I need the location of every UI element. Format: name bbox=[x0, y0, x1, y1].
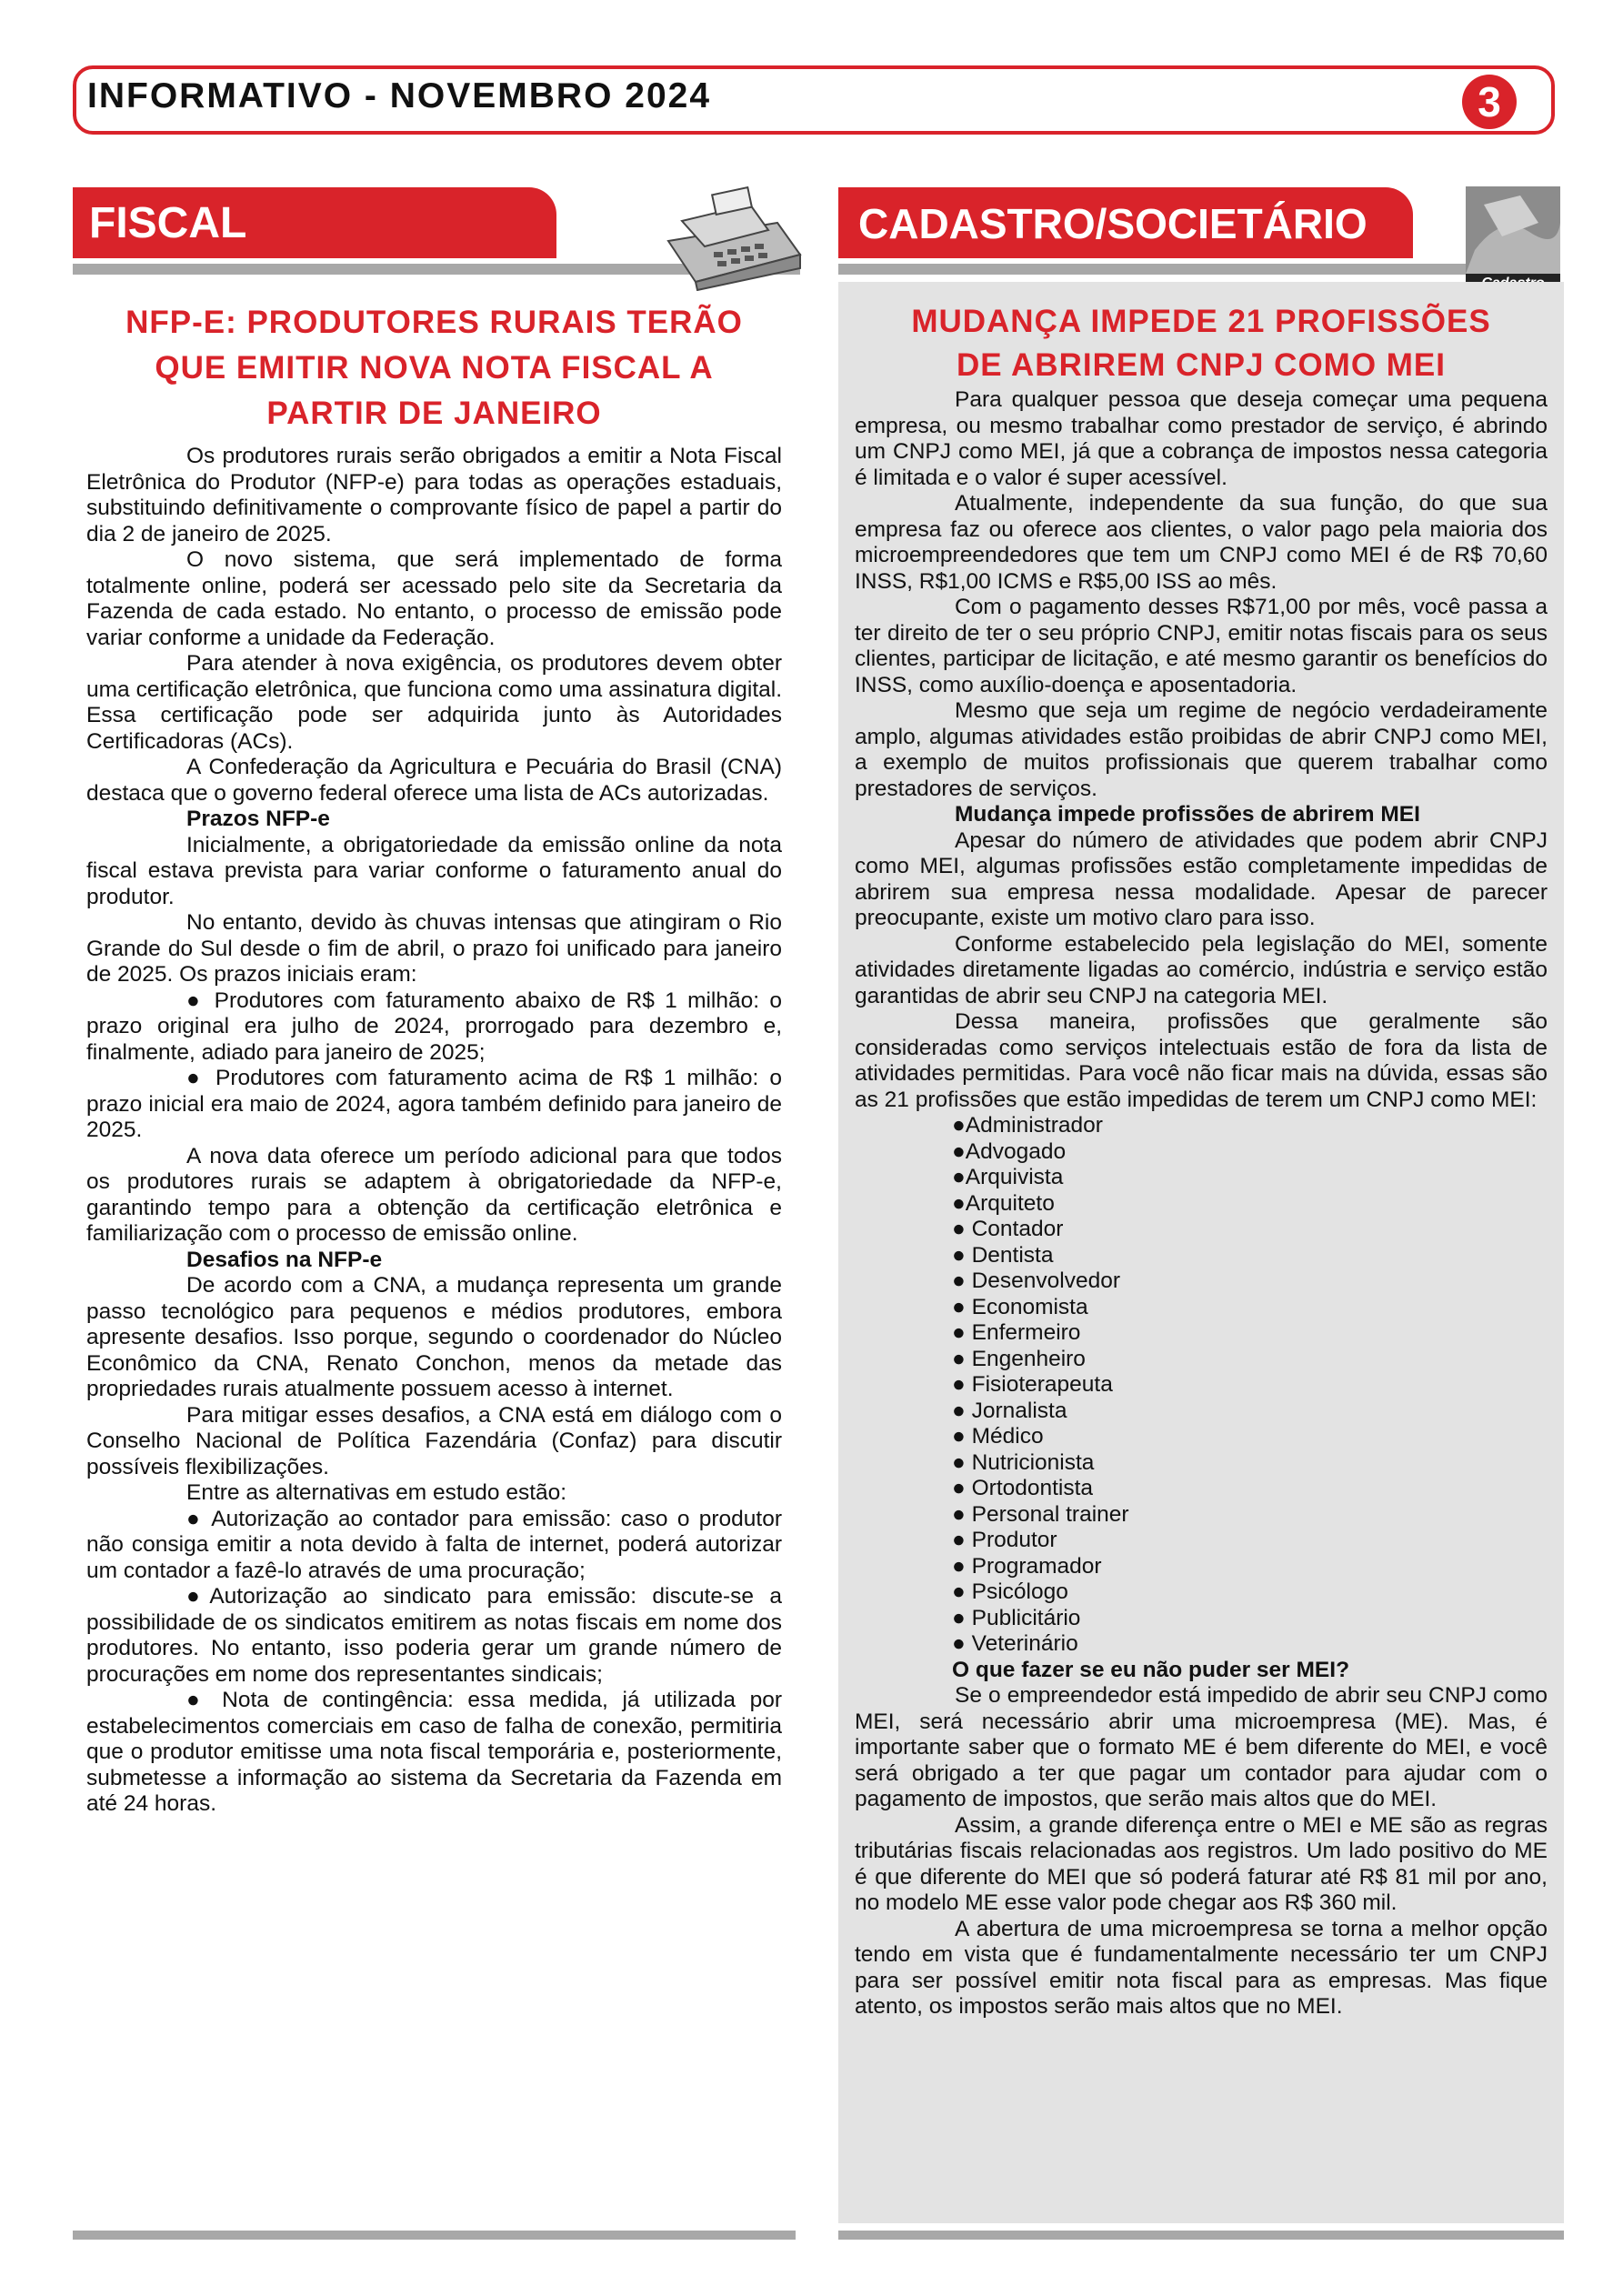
list-item: ● Engenheiro bbox=[952, 1346, 1086, 1371]
cash-register-icon bbox=[641, 186, 805, 291]
paragraph: Inicialmente, a obrigatoriedade da emissão online da nota fiscal estava prevista para variar conforme o faturamento anual do produtor. bbox=[86, 832, 782, 909]
list-item: ●Administrador bbox=[952, 1113, 1103, 1138]
bottom-rule-left bbox=[73, 2231, 796, 2240]
paragraph: Os produtores rurais serão obrigados a emitir a Nota Fiscal Eletrônica do Produtor (NFP-e) para todas as operações estaduais, substituindo definitivamente o comprovante físico de papel a partir do dia 2 de janeiro de 2025. bbox=[86, 444, 782, 546]
list-item: ● Jornalista bbox=[952, 1398, 1067, 1423]
subheading-mudanca: Mudança impede profissões de abrirem MEI bbox=[955, 802, 1420, 827]
bullet-item: ● Nota de contingência: essa medida, já utilizada por estabelecimentos comerciais em caso de falha de conexão, permitiria que o produtor emitisse uma nota fiscal temporária e, posteriormente, submetesse a informação ao sistema da Secretaria da Fazenda em até 24 horas. bbox=[86, 1688, 782, 1816]
fiscal-article-title bbox=[86, 300, 782, 436]
title-line: DE ABRIREM CNPJ COMO MEI bbox=[956, 347, 1446, 383]
list-item: ● Desenvolvedor bbox=[952, 1268, 1121, 1293]
list-item: ● Publicitário bbox=[952, 1605, 1081, 1630]
list-item: ●Arquivista bbox=[952, 1165, 1064, 1189]
paragraph: Atualmente, independente da sua função, do que sua empresa faz ou oferece aos clientes, o valor pago pela maioria dos microempreendedores que tem um CNPJ como MEI é de R$ 70,60 INSS, R$1,00 ICMS e R$5,00 ISS ao mês. bbox=[855, 491, 1548, 594]
paragraph: Para mitigar esses desafios, a CNA está em diálogo com o Conselho Nacional de Política Fazendária (Confaz) para discutir possíveis flexibilizações. bbox=[86, 1402, 782, 1479]
bullet-item: ● Autorização ao contador para emissão: caso o produtor não consiga emitir a nota devido à falta de internet, poderá autorizar um contador a fazê-lo através de uma procuração; bbox=[86, 1506, 782, 1583]
paragraph: Dessa maneira, profissões que geralmente são consideradas como serviços intelectuais estão de fora da lista de atividades permitidas. Para você não ficar mais na dúvida, essas são as 21 profissões que estão impedidas de terem um CNPJ como MEI: bbox=[855, 1009, 1548, 1112]
list-item: ● Enfermeiro bbox=[952, 1320, 1081, 1345]
paragraph: Para qualquer pessoa que deseja começar uma pequena empresa, ou mesmo trabalhar como prestador de serviço, é abrindo um CNPJ como MEI, já que a cobrança de impostos nessa categoria é limitada e o valor é super acessível. bbox=[855, 387, 1548, 490]
cadastro-article bbox=[855, 300, 1548, 2020]
paragraph: Assim, a grande diferença entre o MEI e ME são as regras tributárias fiscais relacionadas aos registros. Um lado positivo do ME é que diferente do MEI que só poderá faturar até R$ 81 mil por ano, no modelo ME esse valor pode chegar aos R$ 360 mil. bbox=[855, 1812, 1548, 1915]
professions-list bbox=[855, 1113, 1548, 1683]
paragraph: Conforme estabelecido pela legislação do MEI, somente atividades diretamente ligadas ao comércio, indústria e serviço estão garantidas de abrir seu CNPJ na categoria MEI. bbox=[855, 931, 1548, 1008]
list-item: ● Economista bbox=[952, 1294, 1088, 1319]
title-line: QUE EMITIR NOVA NOTA FISCAL A bbox=[155, 350, 714, 386]
paragraph: O novo sistema, que será implementado de forma totalmente online, poderá ser acessado pelo site da Secretaria da Fazenda de cada estado. No entanto, o processo de emissão pode variar conforme a unidade da Federação. bbox=[86, 547, 782, 650]
bullet-item: ●Autorização ao sindicato para emissão: discute-se a possibilidade de os sindicatos emitirem as notas fiscais em nome dos produtores. No entanto, isso poderia gerar um grande número de procurações em nome dos representantes sindicais; bbox=[86, 1584, 782, 1687]
paragraph: De acordo com a CNA, a mudança representa um grande passo tecnológico para pequenos e médios produtores, embora apresente desafios. Isso porque, segundo o coordenador do Núcleo Econômico da CNA, Renato Conchon, menos da metade das propriedades rurais atualmente possuem acesso à internet. bbox=[86, 1273, 782, 1401]
newsletter-title: INFORMATIVO - NOVEMBRO 2024 bbox=[87, 76, 712, 115]
list-item: ● Psicólogo bbox=[952, 1579, 1068, 1604]
section-tab-cadastro: CADASTRO/SOCIETÁRIO bbox=[838, 187, 1413, 258]
list-item: ● Personal trainer bbox=[952, 1501, 1129, 1527]
paragraph: Para atender à nova exigência, os produtores devem obter uma certificação eletrônica, que funciona como uma assinatura digital. Essa certificação pode ser adquirida junto às Autoridades Certificadoras (ACs). bbox=[86, 651, 782, 754]
list-item: ● Veterinário bbox=[952, 1631, 1078, 1656]
bullet-item: ● Produtores com faturamento acima de R$ 1 milhão: o prazo inicial era maio de 2024, agora também definido para janeiro de 2025. bbox=[86, 1066, 782, 1142]
list-item: ●Advogado bbox=[952, 1138, 1067, 1164]
subheading-desafios: Desafios na NFP-e bbox=[186, 1247, 383, 1272]
title-line: PARTIR DE JANEIRO bbox=[266, 396, 602, 431]
section-rule-cadastro bbox=[838, 264, 1475, 275]
title-line: NFP-E: PRODUTORES RURAIS TERÃO bbox=[125, 305, 743, 340]
page-number-badge: 3 bbox=[1462, 75, 1517, 129]
paragraph: Com o pagamento desses R$71,00 por mês, você passa a ter direito de ter o seu próprio CNPJ, emitir notas fiscais para os seus clientes, participar de licitação, e até mesmo garantir os benefícios do INSS, como auxílio-doença e aposentadoria. bbox=[855, 595, 1548, 697]
list-item: ● Ortodontista bbox=[952, 1476, 1094, 1500]
list-item: ● Contador bbox=[952, 1217, 1064, 1241]
paragraph: Mesmo que seja um regime de negócio verdadeiramente amplo, algumas atividades estão proibidas de abrir CNPJ como MEI, a exemplo de muitos profissionais que querem trabalhar como prestadores de serviços. bbox=[855, 698, 1548, 801]
list-item: ● Médico bbox=[952, 1424, 1044, 1449]
list-item: ● Programador bbox=[952, 1553, 1102, 1579]
list-item: ● Produtor bbox=[952, 1528, 1057, 1552]
cadastro-photo-icon bbox=[1466, 186, 1560, 294]
list-item: ●Arquiteto bbox=[952, 1190, 1055, 1216]
section-tab-fiscal: FISCAL bbox=[73, 187, 556, 258]
subheading-prazos: Prazos NFP-e bbox=[186, 807, 330, 831]
subheading-o-que-fazer: O que fazer se eu não puder ser MEI? bbox=[952, 1657, 1350, 1682]
list-item: ● Nutricionista bbox=[952, 1449, 1095, 1475]
bottom-rule-right bbox=[838, 2231, 1564, 2240]
paragraph: Entre as alternativas em estudo estão: bbox=[186, 1480, 567, 1505]
paragraph: A nova data oferece um período adicional para que todos os produtores rurais se adaptem à obrigatoriedade da NFP-e, garantindo tempo para a obtenção da certificação eletrônica e familiarização com o processo de emissão online. bbox=[86, 1143, 782, 1246]
paragraph: No entanto, devido às chuvas intensas que atingiram o Rio Grande do Sul desde o fim de abril, o prazo foi unificado para janeiro de 2025. Os prazos iniciais eram: bbox=[86, 910, 782, 987]
paragraph: Se o empreendedor está impedido de abrir seu CNPJ como MEI, será necessário abrir uma microempresa (ME). Mas, é importante saber que o formato ME é bem diferente do MEI, e você será obrigado a ter que pagar um contador para ajudar com o pagamento de impostos, que serão mais altos que do MEI. bbox=[855, 1683, 1548, 1811]
list-item: ● Fisioterapeuta bbox=[952, 1372, 1113, 1397]
cadastro-article-title bbox=[855, 300, 1548, 387]
list-item: ● Dentista bbox=[952, 1242, 1054, 1268]
fiscal-article bbox=[86, 300, 782, 1818]
title-line: MUDANÇA IMPEDE 21 PROFISSÕES bbox=[911, 304, 1491, 339]
paragraph: A Confederação da Agricultura e Pecuária do Brasil (CNA) destaca que o governo federal oferece uma lista de ACs autorizadas. bbox=[86, 755, 782, 806]
paragraph: Apesar do número de atividades que podem abrir CNPJ como MEI, algumas profissões estão completamente impedidas de abrirem sua empresa nessa modalidade. Apesar de parecer preocupante, existe um motivo claro para isso. bbox=[855, 827, 1548, 930]
bullet-item: ● Produtores com faturamento abaixo de R$ 1 milhão: o prazo original era julho de 2024, prorrogado para dezembro e, finalmente, adiado para janeiro de 2025; bbox=[86, 988, 782, 1065]
paragraph: A abertura de uma microempresa se torna a melhor opção tendo em vista que é fundamentalmente necessário ter um CNPJ para ser possível emitir nota fiscal para as empresas. Mas fique atento, os impostos serão mais altos que no MEI. bbox=[855, 1916, 1548, 2019]
